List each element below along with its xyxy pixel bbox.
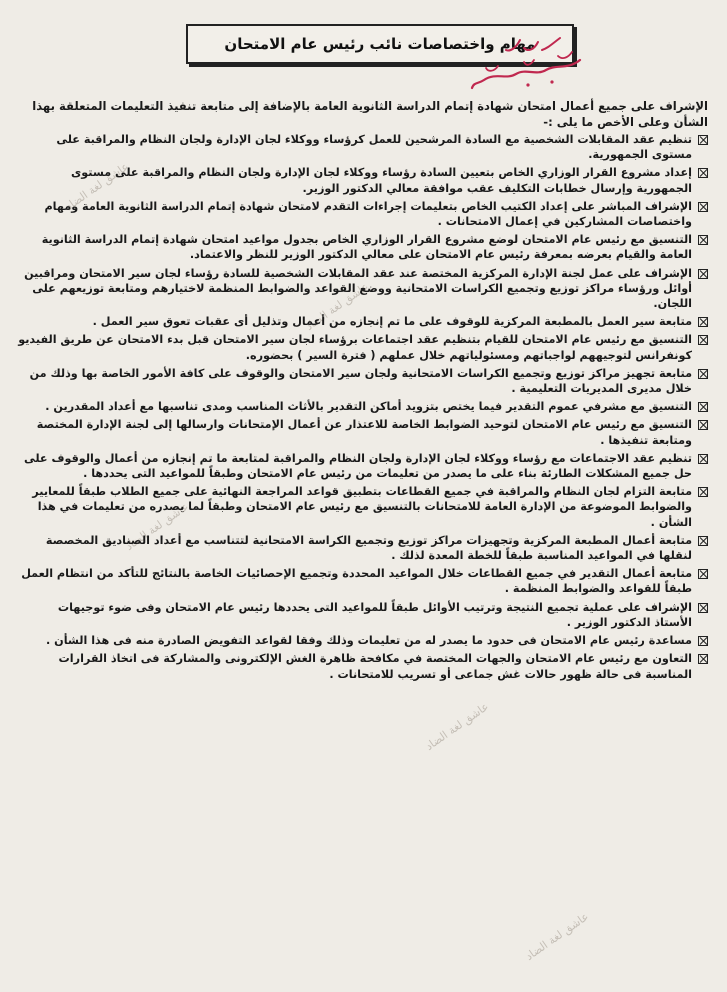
checkbox-icon xyxy=(698,317,708,327)
watermark: عاشق لغة الضاد xyxy=(422,699,492,754)
list-item xyxy=(18,332,708,362)
list-item-text: متابعة تجهيز مراكز توزيع وتجميع الكراسات الامتحانية ولجان سير الامتحان والوقوف على كافة الأمور الخاصة بها وذلك من خلال مديرى المديريات التعليمية . xyxy=(29,366,692,396)
list-item xyxy=(18,600,708,630)
watermark: عاشق لغة الضاد xyxy=(522,909,592,964)
list-item xyxy=(18,132,708,162)
list-item xyxy=(18,451,708,481)
checkbox-icon xyxy=(698,135,708,145)
checkbox-icon xyxy=(698,454,708,464)
checkbox-icon xyxy=(698,569,708,579)
list-item-text: تنظيم عقد الاجتماعات مع رؤساء ووكلاء لجان الإدارة ولجان النظام والمراقبة لمتابعة ما تم إنجازه من أعمال والوقوف على حل جميع المشكلات الطارئة بناء على ما يصدر من تعليمات من رئيس عام الامتحان وطبقاً للمواعيد التى يحددها . xyxy=(24,451,692,481)
list-item-text: متابعة سير العمل بالمطبعة المركزية للوقوف على ما تم إنجازه من أعمال وتذليل أى عقبات تعوق سير العمل . xyxy=(92,315,692,329)
checkbox-icon xyxy=(698,168,708,178)
checkbox-icon xyxy=(698,202,708,212)
list-item xyxy=(18,165,708,195)
watermark: عاشق لغة الضاد xyxy=(62,159,132,214)
list-item-text: الإشراف على عملية تجميع النتيجة وترتيب الأوائل طبقاً للمواعيد التى يحددها رئيس عام الامتحان وفى ضوء توجيهات الأستاذ الدكتور الوزير . xyxy=(57,600,692,629)
list-item xyxy=(18,399,708,414)
watermark: عاشق لغة الضاد xyxy=(122,499,192,554)
list-item xyxy=(18,633,708,648)
list-item-text: التنسيق مع رئيس عام الامتحان للقيام بتنظيم عقد اجتماعات برؤساء لجان سير الامتحان قبل بدء الامتحان عن طريق الفيديو كونفرانس لتوجيههم لواجباتهم ومسئولياتهم خلال عملهم ( فترة السير ) بحضوره. xyxy=(18,333,692,362)
checkbox-icon xyxy=(698,235,708,245)
list-item xyxy=(18,232,708,262)
checkbox-icon xyxy=(698,603,708,613)
list-item-text: متابعة التزام لجان النظام والمراقبة في جميع القطاعات بتطبيق قواعد المراجعة النهائية على جميع الطلاب طبقاً للمعايير والضوابط الموضوعة من الإدارة العامة للامتحانات بالتنسيق مع رئيس عام الامتحان وطبقاً لما يصدره من تعليمات في هذا الشأن . xyxy=(32,485,692,529)
list-item-text: متابعة أعمال المطبعة المركزية وتجهيزات مراكز توزيع وتجميع الكراسة الامتحانية لتتناسب مع أعداد الصناديق المخصصة لنقلها في المواعيد المناسبة طبقاً للخطة المعدة لذلك . xyxy=(45,533,692,563)
list-item-text: الإشراف على عمل لجنة الإدارة المركزية المختصة عند عقد المقابلات الشخصية للسادة رؤساء لجان سير الامتحان ومراقبين أوائل ورؤساء مراكز توزيع وتجميع الكراسات الامتحانية ووضع القواعد والضوابط المنظمة لاختيارهم ومتابعة توزيعهم على اللجان. xyxy=(24,266,692,311)
list-item-text: متابعة أعمال التقدير في جميع القطاعات خلال المواعيد المحددة وتجميع الإحصائيات الخاصة بالنتائج للتأكد من انتظام العمل طبقاً للقواعد والضوابط المنظمة . xyxy=(21,567,692,596)
list-item-text: التنسيق مع رئيس عام الامتحان لتوحيد الضوابط الخاصة للاعتذار عن أعمال الإمتحانات وارسالها إلى لجنة الإدارة المختصة ومتابعة تنفيذها . xyxy=(36,418,692,447)
watermark: عاشق لغة الضاد xyxy=(302,279,372,334)
list-item-text: مساعدة رئيس عام الامتحان فى حدود ما يصدر له من تعليمات وذلك وفقا لقواعد التفويض الصادرة منه فى هذا الشأن . xyxy=(46,634,692,648)
list-item-text: التنسيق مع رئيس عام الامتحان لوضع مشروع القرار الوزاري الخاص بجدول مواعيد امتحان شهادة إتمام الدراسة الثانوية العامة والقيام بعرضه بمعرفة رئيس عام الامتحان على معالي الدكتور الوزير للنظر والاعتماد. xyxy=(41,233,692,262)
checkbox-icon xyxy=(698,269,708,279)
checkbox-icon xyxy=(698,335,708,345)
list-item-text: إعداد مشروع القرار الوزاري الخاص بتعيين السادة رؤساء ووكلاء لجان الإدارة ولجان النظام والمراقبة على مستوى الجمهورية وإرسال خطابات التكليف عقب موافقة معالي الدكتور الوزير. xyxy=(71,166,692,195)
intro-paragraph: الإشراف على جميع أعمال امتحان شهادة إتمام الدراسة الثانوية العامة بالإضافة إلى متابعة تنفيذ التعليمات المتعلقة بهذا الشأن وعلى الأخص ما يلى :- xyxy=(32,99,708,129)
list-item xyxy=(18,417,708,447)
checkbox-icon xyxy=(698,636,708,646)
handwritten-signature xyxy=(468,30,588,100)
page-title: مهام واختصاصات نائب رئيس عام الامتحان xyxy=(224,35,536,53)
checkbox-icon xyxy=(698,487,708,497)
list-item-text: التنسيق مع مشرفي عموم التقدير فيما يختص بتزويد أماكن التقدير بالأثاث المناسب ومدى تناسبها مع أعداد المقدرين . xyxy=(45,400,692,414)
checkbox-icon xyxy=(698,402,708,412)
list-item xyxy=(18,484,708,530)
checkbox-icon xyxy=(698,654,708,664)
list-item-text: التعاون مع رئيس عام الامتحان والجهات المختصة في مكافحة ظاهرة الغش الإلكترونى والمشاركة فى اتخاذ القرارات المناسبة فى حالة ظهور حالات غش جماعى أو تسريب للامتحانات . xyxy=(58,652,692,681)
list-item xyxy=(18,366,708,396)
document-body xyxy=(18,92,708,685)
list-item xyxy=(18,266,708,312)
checkbox-icon xyxy=(698,369,708,379)
list-item-text: الإشراف المباشر على إعداد الكتيب الخاص بتعليمات إجراءات التقدم لامتحان شهادة إتمام الدراسة الثانوية العامة ومهام واختصاصات المشاركين في إعمال الامتحانات . xyxy=(44,199,692,229)
checkbox-icon xyxy=(698,536,708,546)
checkbox-icon xyxy=(698,420,708,430)
list-item xyxy=(18,566,708,596)
list-item xyxy=(18,314,708,329)
list-item-text: تنظيم عقد المقابلات الشخصية مع السادة المرشحين للعمل كرؤساء ووكلاء لجان الإدارة ولجان النظام والمراقبة على مستوى الجمهورية. xyxy=(56,133,692,162)
list-item xyxy=(18,533,708,563)
list-item xyxy=(18,651,708,681)
list-item xyxy=(18,199,708,229)
